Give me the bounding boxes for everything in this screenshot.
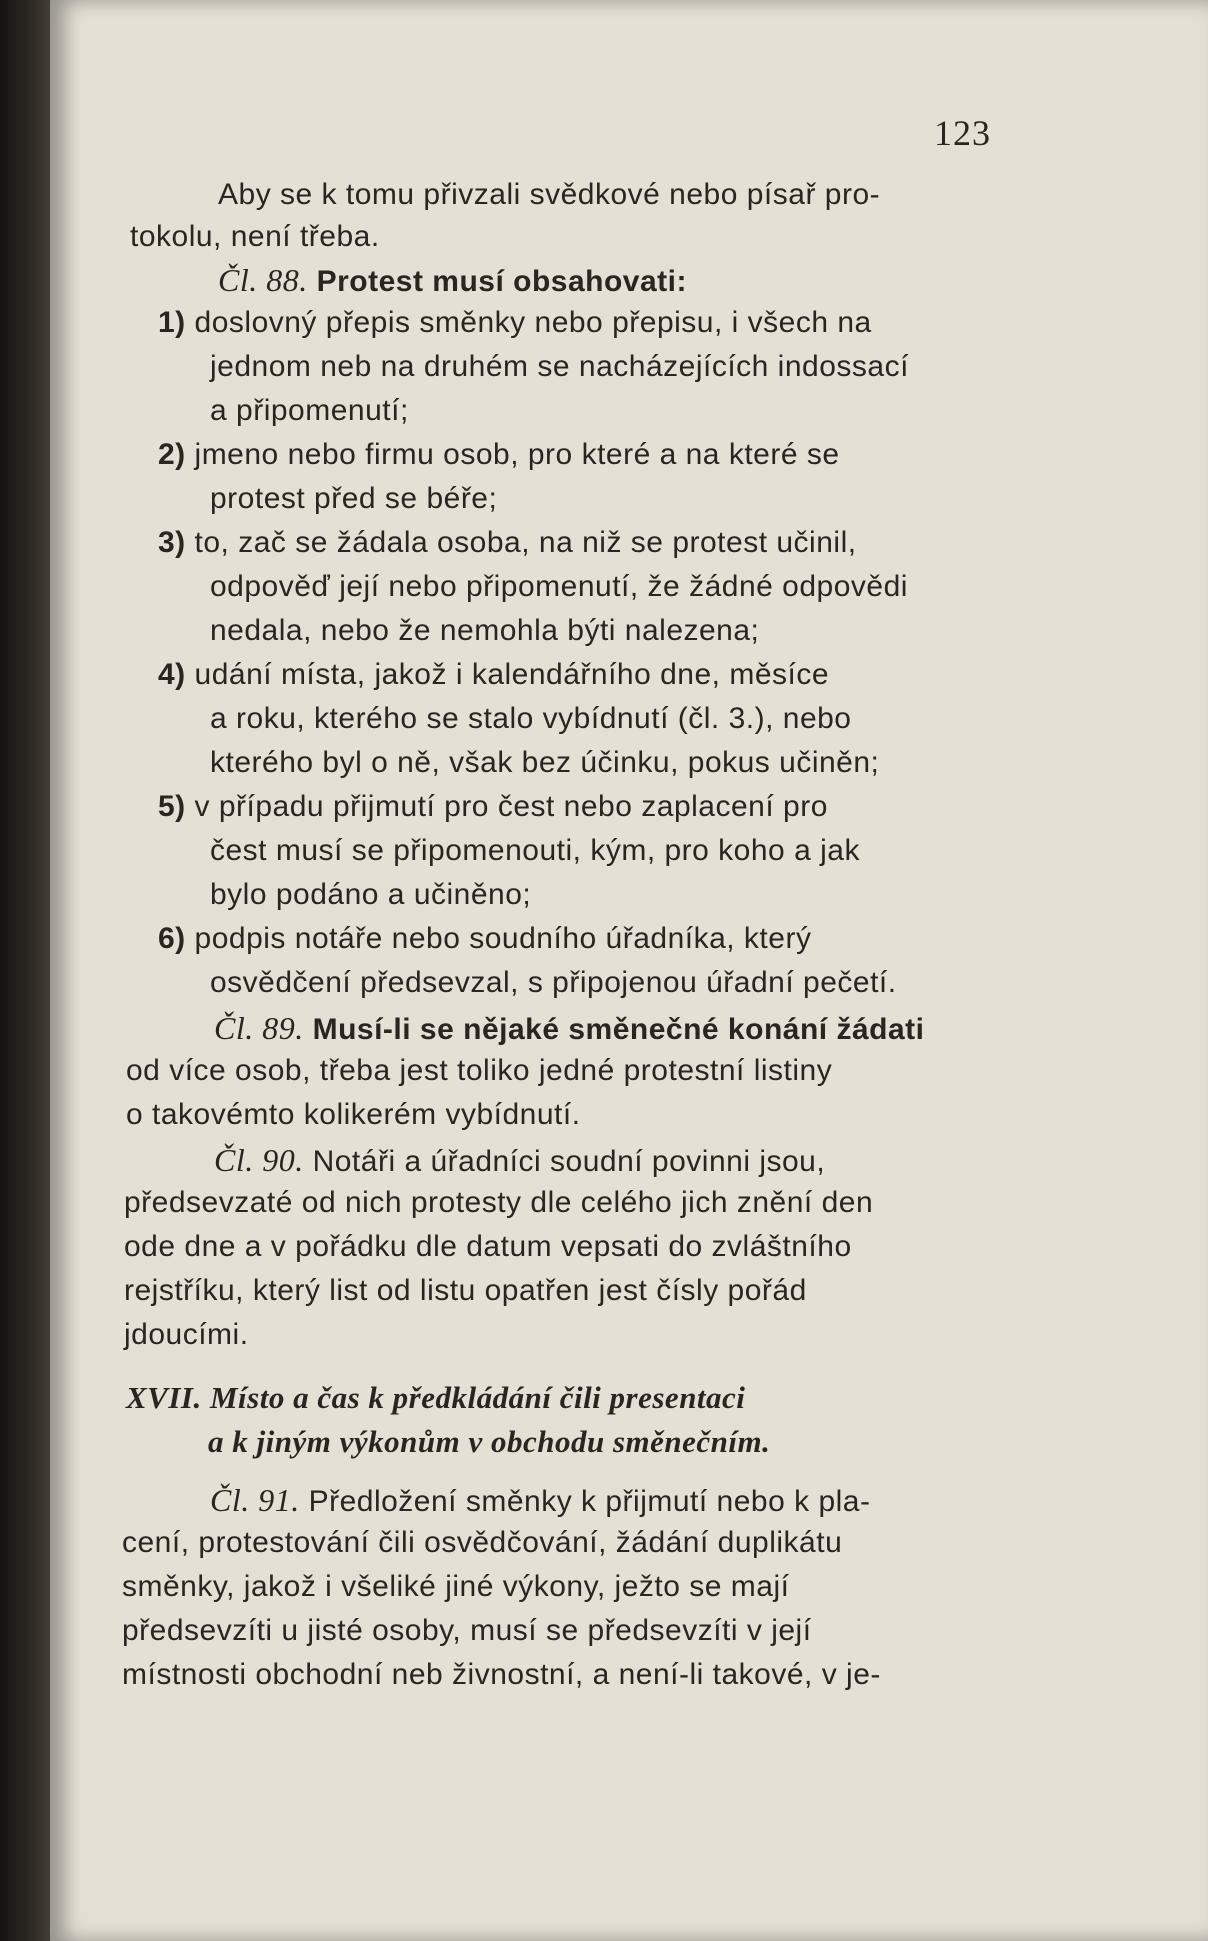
text-line: podpis notáře nebo soudního úřadníka, který xyxy=(194,922,812,955)
text-line: protest před se béře; xyxy=(210,482,498,515)
text-line: a roku, kterého se stalo vybídnutí (čl. 3.), nebo xyxy=(210,702,852,735)
text-line: jmeno nebo firmu osob, pro které a na které se xyxy=(194,438,840,471)
list-item xyxy=(158,790,828,824)
article-line xyxy=(214,1142,825,1179)
section-title-continued: a k jiným výkonům v obchodu směnečním. xyxy=(208,1424,771,1459)
list-item xyxy=(158,438,840,472)
text-line: to, zač se žádala osoba, na niž se protest učinil, xyxy=(194,526,857,559)
text-line: Předložení směnky k přijmutí nebo k pla- xyxy=(308,1485,871,1518)
article-line xyxy=(214,1010,924,1047)
text-line: kterého byl o ně, však bez účinku, pokus učiněn; xyxy=(210,746,880,779)
section-heading xyxy=(126,1380,745,1416)
text-line: předsevzaté od nich protesty dle celého jich znění den xyxy=(124,1186,874,1219)
list-number: 2) xyxy=(158,438,186,471)
text-line: v případu přijmutí pro čest nebo zaplacení pro xyxy=(194,790,828,823)
text-line: Notáři a úřadníci soudní povinni jsou, xyxy=(312,1145,826,1178)
text-line: a připomenutí; xyxy=(210,394,409,427)
text-line: Protest musí obsahovati: xyxy=(316,265,687,298)
text-line: Musí-li se nějaké směnečné konání žádati xyxy=(312,1013,925,1046)
text-line: místnosti obchodní neb živnostní, a není-li takové, v je- xyxy=(122,1658,881,1691)
text-line: odpověď její nebo připomenutí, že žádné odpovědi xyxy=(210,570,908,603)
list-number: 5) xyxy=(158,790,186,823)
list-number: 1) xyxy=(158,306,186,339)
article-line xyxy=(210,1482,870,1519)
article-number: Čl. 89. xyxy=(214,1010,304,1046)
list-item xyxy=(158,526,857,560)
article-number: Čl. 91. xyxy=(210,1482,300,1518)
text-line: směnky, jakož i všeliké jiné výkony, ježto se mají xyxy=(122,1570,790,1603)
text-line: udání místa, jakož i kalendářního dne, měsíce xyxy=(194,658,830,691)
text-line: jednom neb na druhém se nacházejících indossací xyxy=(210,350,909,383)
list-item xyxy=(158,922,811,956)
article-line xyxy=(218,262,687,299)
text-line: rejstříku, který list od listu opatřen jest čísly pořád xyxy=(124,1274,807,1307)
text-line: tokolu, není třeba. xyxy=(130,220,380,253)
text-line: doslovný přepis směnky nebo přepisu, i všech na xyxy=(194,306,872,339)
text-line: o takovémto kolikerém vybídnutí. xyxy=(126,1098,581,1131)
section-title: Místo a čas k předkládání čili presentaci xyxy=(209,1380,746,1415)
page-number: 123 xyxy=(934,113,991,153)
article-number: Čl. 90. xyxy=(214,1142,304,1178)
list-item xyxy=(158,658,829,692)
section-number: XVII. xyxy=(126,1380,202,1415)
list-item xyxy=(158,306,872,340)
list-number: 6) xyxy=(158,922,186,955)
text-line: cení, protestování čili osvědčování, žádání duplikátu xyxy=(122,1526,843,1559)
article-number: Čl. 88. xyxy=(218,262,308,298)
text-line: jdoucími. xyxy=(124,1318,249,1351)
text-line: předsevzíti u jisté osoby, musí se předsevzíti v její xyxy=(122,1614,812,1647)
text-line: Aby se k tomu přivzali svědkové nebo písař pro- xyxy=(218,178,881,211)
text-line: od více osob, třeba jest toliko jedné protestní listiny xyxy=(126,1054,833,1087)
text-line: osvědčení předsevzal, s připojenou úřadní pečetí. xyxy=(210,966,897,999)
text-line: ode dne a v pořádku dle datum vepsati do zvláštního xyxy=(124,1230,852,1263)
list-number: 4) xyxy=(158,658,186,691)
list-number: 3) xyxy=(158,526,186,559)
text-line: nedala, nebo že nemohla býti nalezena; xyxy=(210,614,760,647)
text-line: čest musí se připomenouti, kým, pro koho a jak xyxy=(210,834,860,867)
text-line: bylo podáno a učiněno; xyxy=(210,878,532,911)
